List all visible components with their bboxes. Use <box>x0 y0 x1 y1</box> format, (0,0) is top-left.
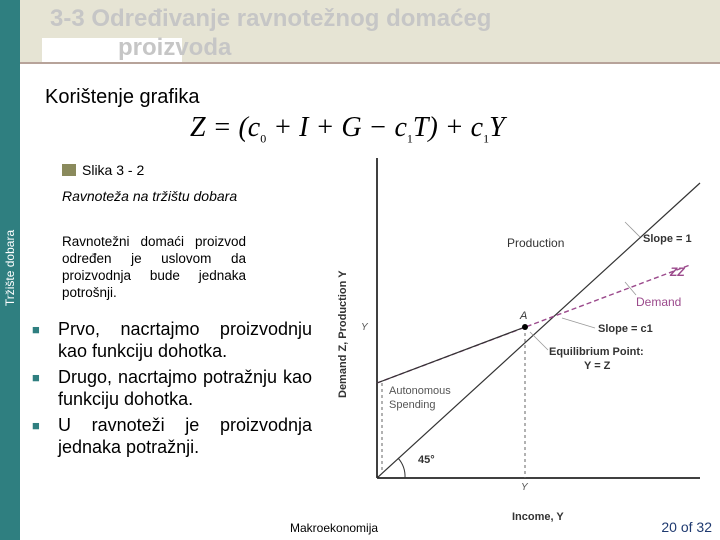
eq-mid: + I + G − c <box>266 112 407 143</box>
slide-subtitle: Korištenje grafika <box>45 86 200 108</box>
angle-label: 45° <box>418 454 435 466</box>
slopec-leader <box>562 318 595 328</box>
bullet-text: Prvo, nacrtajmo proizvodnju kao funkciju dohotka. <box>58 319 312 361</box>
figure-title: Ravnoteža na tržištu dobara <box>62 188 238 204</box>
figure-label-text: Slika 3 - 2 <box>82 162 145 178</box>
bullet-text: U ravnoteži je proizvodnja jednaka potražnji. <box>58 415 312 457</box>
y-left-label: Y <box>361 322 368 333</box>
angle-arc <box>398 458 405 478</box>
equilibrium-label-2: Y = Z <box>584 360 611 372</box>
equilibrium-leader <box>530 332 548 350</box>
title-line-2: proizvoda <box>118 34 232 61</box>
production-label: Production <box>507 236 565 250</box>
bullet-text: Drugo, nacrtajmo potražnju kao funkciju dohotka. <box>58 367 312 409</box>
page-number: 20 of 32 <box>661 519 712 535</box>
demand-line-solid <box>377 327 525 383</box>
eq-sub0: 0 <box>260 131 267 146</box>
zz-label: ZZ <box>670 265 685 279</box>
bullet-square-icon: ■ <box>32 418 40 433</box>
eq-t: T) + c <box>412 112 484 143</box>
point-a-label: A <box>520 310 528 322</box>
y-axis-label: Demand Z, Production Y <box>337 270 349 398</box>
bullet-square-icon: ■ <box>32 322 40 337</box>
eq-y: Y <box>489 112 505 143</box>
autonomous-label-2: Spending <box>389 399 436 411</box>
eq-lhs: Z = (c <box>190 112 261 143</box>
equilibrium-point <box>522 324 528 330</box>
title-line-1: 3-3 Određivanje ravnotežnog domaćeg <box>50 5 492 32</box>
footer-text: Makroekonomija <box>290 521 379 535</box>
figure-description: Ravnotežni domaći proizvod određen je uslovom da proizvodnja bude jednaka potrošnji. <box>62 234 246 300</box>
eq-sub2: 1 <box>483 131 490 146</box>
bullet-square-icon: ■ <box>32 370 40 385</box>
eq-sub1: 1 <box>406 131 413 146</box>
y-bottom-label: Y <box>521 482 528 493</box>
x-axis-label: Income, Y <box>512 511 564 523</box>
slope1-label: Slope = 1 <box>643 233 692 245</box>
autonomous-label-1: Autonomous <box>389 385 451 397</box>
side-label: Tržište dobara <box>3 229 17 307</box>
equilibrium-label-1: Equilibrium Point: <box>549 346 644 358</box>
demand-label: Demand <box>636 295 682 309</box>
slope1-leader <box>625 222 640 237</box>
slopec-label: Slope = c1 <box>598 323 653 335</box>
